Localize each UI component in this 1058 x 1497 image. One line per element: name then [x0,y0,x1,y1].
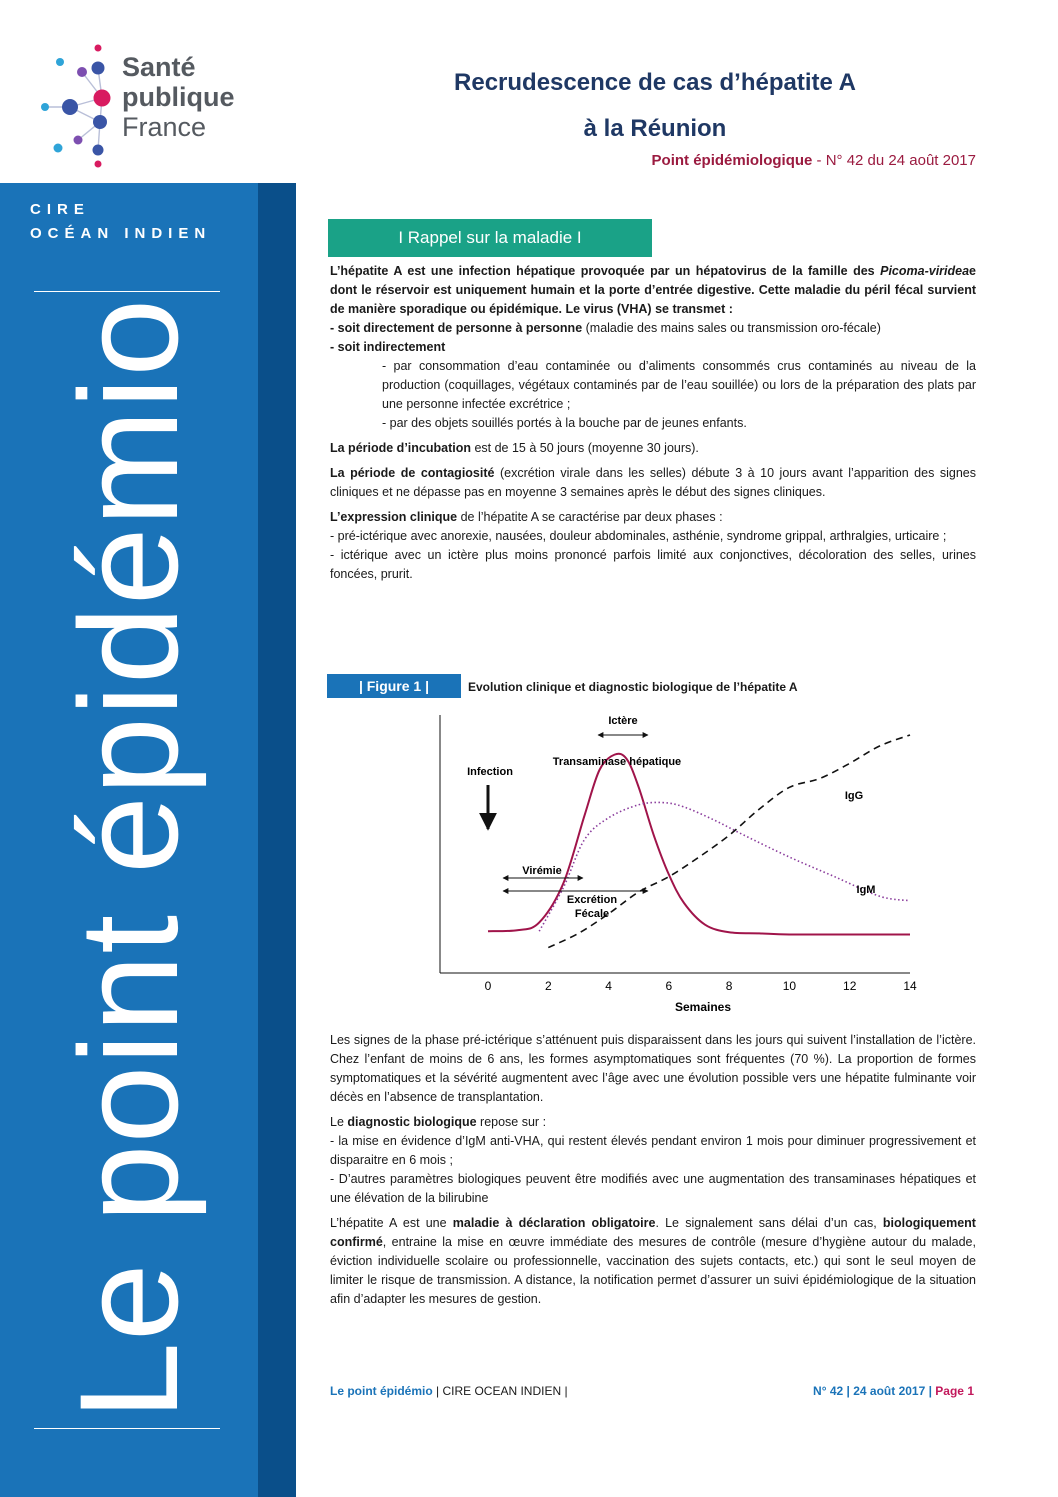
x-tick-label: 12 [843,979,857,993]
footer-left [330,1384,568,1398]
issue-label: Point épidémiologique [651,152,813,169]
symptoms-paragraph: Les signes de la phase pré-ictérique s’atténuent puis disparaissent dans les jours qui suivent l’installation de l’ictère. Chez l’enfant de moins de 6 ans, les formes asymptomatiques sont fréquentes (70 %). La proportion de formes symptomatiques et la sévérité augmentent avec l’âge avec une évolution possible vers une hépatite fulminante voir décès en l’absence de transplantation. [330,1033,976,1104]
transmission-indirect-item-1: - par consommation d’eau contaminée ou d’aliments consommés crus contaminés au niveau de la production (coquillages, végétaux contaminés par de l’eau souillée) ou lors de la préparation des plats par une personne infectée excrétrice ; [382,359,976,411]
logo-line-1: Santé [122,52,196,82]
x-tick-label: 2 [544,979,552,993]
figure-title: Evolution clinique et diagnostic biologique de l’hépatite A [468,680,798,694]
diagnosis-item-1: - la mise en évidence d’IgM anti-VHA, qui restent élevés pendant environ 1 mois pour diminuer progressivement et disparaitre en 6 mois ; [330,1134,976,1167]
logo-line-3: France [122,112,207,142]
x-tick-label: 4 [605,979,612,993]
sidebar-org-line-2: OCÉAN INDIEN [30,225,212,242]
sidebar-org-line-1: CIRE [30,201,90,218]
phase-preicteric: - pré-ictérique avec anorexie, nausées, douleur abdominales, asthénie, syndrome grippal, arthralgies, urticaire ; [330,529,947,543]
infection-label: Infection [467,766,513,778]
chart-series [488,735,910,948]
transmission-indirect-item-2: - par des objets souillés portés à la bouche par de jeunes enfants. [382,416,747,430]
page-title-line-2: à la Réunion [583,115,727,142]
declaration-paragraph: L’hépatite A est une maladie à déclaration obligatoire. Le signalement sans délai d’un cas, biologiquement confirmé, entraine la mise en œuvre immédiate des mesures de contrôle (mesure d’hygiène autour du malade, éviction individuelle scolaire ou professionnelle, vaccination des sujets contacts, etc.) qui sont le seul moyen de limiter le risque de transmission. A distance, la notification permet d’assurer un suivi épidémiologique de la situation afin d’adapter les mesures de gestion. [330,1216,976,1306]
x-tick-label: 14 [903,979,917,993]
diagnosis-item-2: - D’autres paramètres biologiques peuvent être modifiés avec une augmentation des transaminases hépatiques et une élévation de la bilirubine [330,1172,976,1205]
viremie-label: Virémie [522,865,562,877]
section-banner: I Rappel sur la maladie I [328,219,652,257]
transaminase-label: Transaminase hépatique [552,756,682,768]
excretion-label-2: Fécale [574,908,610,920]
ictere-label: Ictère [608,715,638,727]
footer-org: | CIRE OCEAN INDIEN | [432,1384,568,1398]
intro-paragraph [330,262,976,319]
logo-line-2: publique [122,82,235,112]
x-axis-label: Semaines [674,1000,732,1014]
x-tick-label: 8 [725,979,733,993]
clinical-expression-paragraph: L’expression clinique de l’hépatite A se caractérise par deux phases : [330,510,723,524]
page-title-line-1: Recrudescence de cas d’hépatite A [454,69,856,96]
contagiosity-paragraph: La période de contagiosité (excrétion virale dans les selles) débute 3 à 10 jours avant l’apparition des signes cliniques et ne dépasse pas en moyenne 3 semaines après le début des signes cliniques. [330,466,976,499]
igm-label: IgM [856,884,876,896]
footer-issue-date: N° 42 | 24 août 2017 | [813,1384,936,1398]
intro-rest: e dont le réservoir est uniquement humain et la porte d’entrée digestive. Cette maladie du péril fécal survient de manière sporadique ou épidémique. Le virus (VHA) se transmet : [330,264,976,316]
x-tick-label: 10 [782,979,797,993]
phase-icteric: - ictérique avec un ictère plus moins prononcé parfois limité aux conjonctives, décoloration des selles, urines foncées, prurit. [330,548,976,581]
transmission-indirect: - soit indirectement [330,340,446,354]
intro-text [330,262,976,584]
issue-number-date: - N° 42 du 24 août 2017 [812,152,976,169]
series-line-transaminase-h-patique [488,754,910,935]
sidebar-divider-top [34,291,220,292]
transmission-direct: - soit directement de personne à personne (maladie des mains sales ou transmission oro-fécale) [330,321,881,335]
after-figure-text [330,1031,976,1309]
logo-wordmark [122,52,234,142]
sidebar-vertical-title: Le point épidémio [50,297,207,1420]
issue-line [330,152,976,169]
incubation-paragraph: La période d’incubation est de 15 à 50 jours (moyenne 30 jours). [330,441,699,455]
chart-annotations [467,715,875,920]
igg-label: IgG [844,790,864,802]
footer-page-number: Page 1 [935,1384,974,1398]
excretion-label-1: Excrétion [566,894,618,906]
diagnosis-intro: Le diagnostic biologique repose sur : [330,1115,547,1129]
footer-publication: Le point épidémio [330,1384,433,1398]
figure-label: | Figure 1 | [327,674,461,698]
intro-lead: L’hépatite A est une infection hépatique provoquée par un hépatovirus de la famille des [330,264,881,278]
sidebar-org [30,198,211,246]
hepatitis-a-chart [430,705,930,1020]
sidebar-divider-bottom [34,1428,220,1429]
footer-right [700,1384,974,1398]
page-title [330,60,980,152]
sidebar-strip [258,183,296,1497]
x-tick-label: 6 [665,979,673,993]
x-tick-label: 0 [484,979,492,993]
intro-family-name: Picoma-viridea [880,264,970,278]
